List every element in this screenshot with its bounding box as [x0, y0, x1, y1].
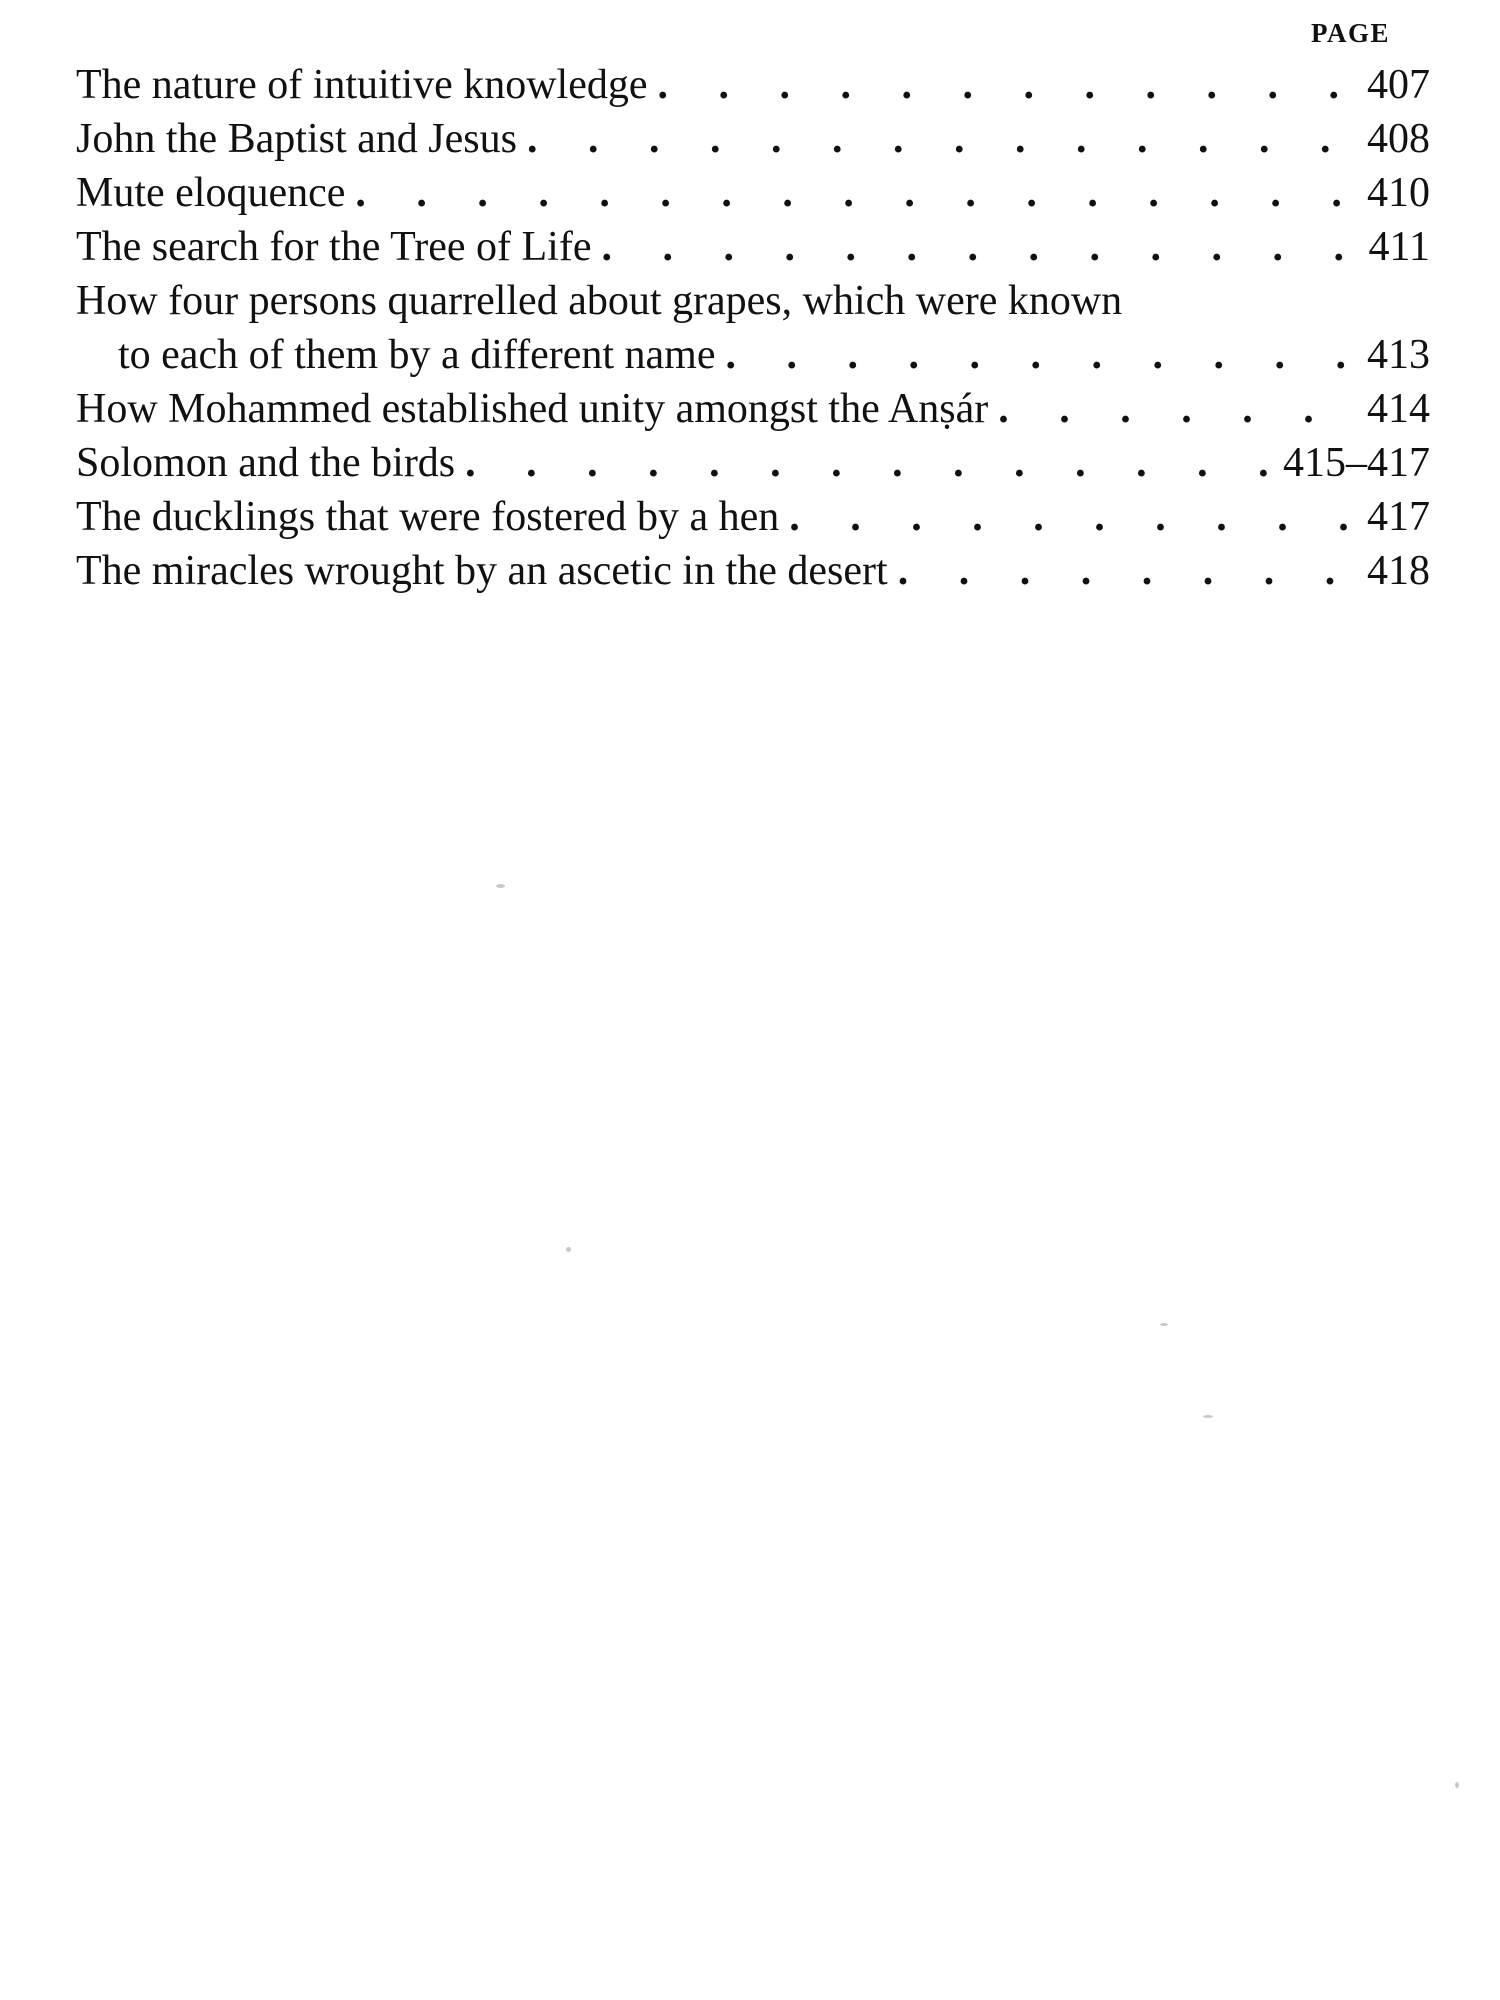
toc-entry	[76, 58, 1430, 112]
toc-entry-title: How Mohammed established unity amongst the Anṣár	[76, 386, 989, 432]
scan-speck	[496, 884, 505, 888]
scan-speck	[1455, 1782, 1459, 1788]
scan-speck	[566, 1247, 571, 1252]
dot-leader	[658, 58, 1355, 112]
dot-leader	[998, 382, 1354, 436]
toc-entry-page: 418	[1367, 548, 1430, 594]
toc-entry-title: The miracles wrought by an ascetic in the desert	[76, 548, 888, 594]
toc-entry-title-continued: to each of them by a different name	[118, 332, 716, 378]
dot-leader	[789, 490, 1354, 544]
toc-entry-page: 407	[1367, 62, 1430, 108]
dot-leader	[898, 544, 1354, 598]
toc-entry-page: 408	[1367, 116, 1430, 162]
dot-leader	[355, 166, 1354, 220]
toc-entry-page: 415–417	[1283, 440, 1430, 486]
toc-entry	[76, 490, 1430, 544]
toc-entry	[76, 544, 1430, 598]
toc-entry	[76, 382, 1430, 436]
scan-speck	[1203, 1415, 1213, 1418]
toc-entry	[76, 274, 1430, 382]
toc-entry-title: The ducklings that were fostered by a hen	[76, 494, 780, 540]
toc-entry	[76, 166, 1430, 220]
dot-leader	[601, 220, 1354, 274]
toc-entry-page: 417	[1367, 494, 1430, 540]
toc-entry-page: 411	[1368, 224, 1430, 270]
toc-entry-page: 414	[1367, 386, 1430, 432]
dot-leader	[465, 436, 1277, 490]
toc-entry-page: 410	[1367, 170, 1430, 216]
toc-entry-title: The nature of intuitive knowledge	[76, 62, 648, 108]
toc-entry-title: John the Baptist and Jesus	[76, 116, 517, 162]
toc-entry-title: The search for the Tree of Life	[76, 224, 592, 270]
scan-speck	[1160, 1323, 1168, 1326]
page-column-header: PAGE	[1311, 18, 1390, 48]
toc-entry-title: Mute eloquence	[76, 170, 346, 216]
dot-leader	[527, 112, 1354, 166]
dot-leader	[725, 328, 1354, 382]
toc-entry-title: Solomon and the birds	[76, 440, 456, 486]
toc-entry	[76, 436, 1430, 490]
toc-entry-title: How four persons quarrelled about grapes, which were known	[76, 278, 1123, 324]
toc-entry	[76, 112, 1430, 166]
toc-entry	[76, 220, 1430, 274]
toc-entry-page: 413	[1367, 332, 1430, 378]
table-of-contents	[76, 58, 1430, 598]
